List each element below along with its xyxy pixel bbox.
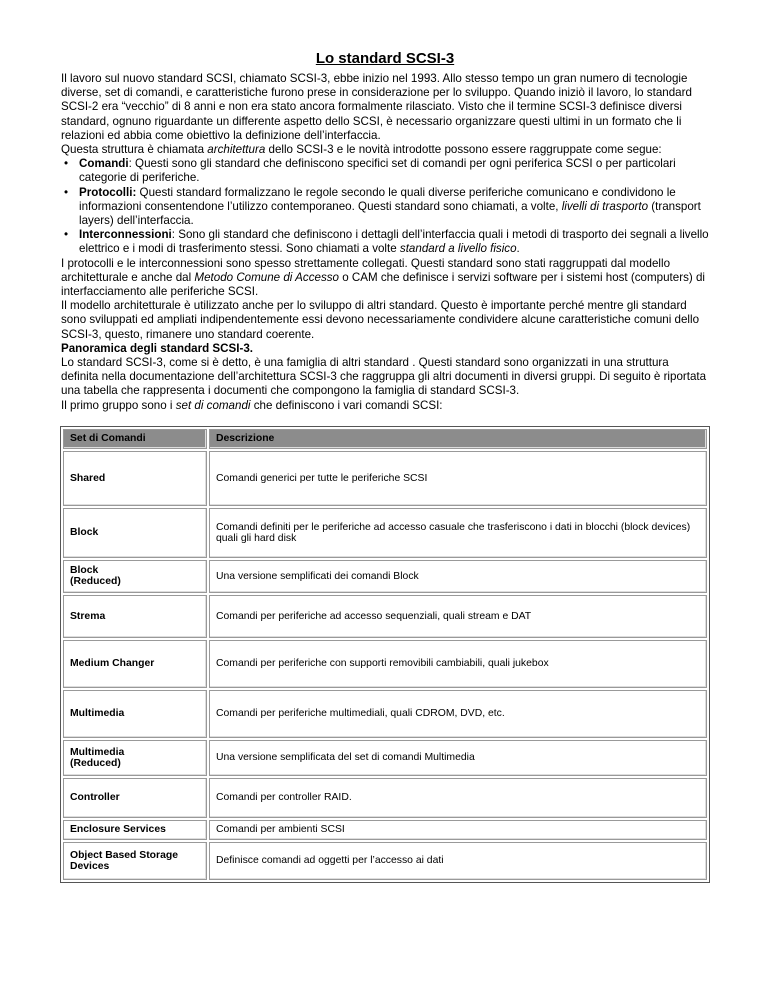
command-set-name: Multimedia bbox=[63, 690, 207, 738]
bullet-term: Interconnessioni bbox=[79, 228, 172, 242]
command-set-description: Una versione semplificati dei comandi Block bbox=[209, 560, 707, 593]
section-title: Panoramica degli standard SCSI-3. bbox=[61, 341, 253, 355]
command-set-description: Definisce comandi ad oggetti per l’accesso ai dati bbox=[209, 842, 707, 880]
header-command-set: Set di Comandi bbox=[63, 429, 207, 449]
header-description: Descrizione bbox=[209, 429, 707, 449]
text-span: dello SCSI-3 e le novità introdotte possono essere raggruppate come segue: bbox=[265, 143, 662, 157]
bullet-text: (transport layers) dell’interfaccia. bbox=[79, 199, 701, 228]
command-set-description: Comandi per controller RAID. bbox=[209, 778, 707, 818]
architecture-paragraph bbox=[61, 143, 709, 157]
command-set-description: Comandi per ambienti SCSI bbox=[209, 820, 707, 840]
table-row bbox=[63, 560, 707, 593]
bullet-item-comandi bbox=[61, 157, 709, 185]
emphasis-text: livelli di trasporto bbox=[561, 199, 649, 213]
bullet-text: : Sono gli standard che definiscono i dettagli dell’interfaccia quali i metodi di trasporto dei segnali a livello elettrico e i modi di trasferimento stessi. Sono chiamati a volte bbox=[79, 228, 709, 256]
document-page bbox=[61, 50, 709, 883]
text-span: Questa struttura è chiamata bbox=[61, 143, 208, 157]
table-row bbox=[63, 640, 707, 688]
command-set-name: Strema bbox=[63, 595, 207, 638]
command-set-description: Comandi per periferiche multimediali, quali CDROM, DVD, etc. bbox=[209, 690, 707, 738]
table-row bbox=[63, 740, 707, 776]
command-set-name: Controller bbox=[63, 778, 207, 818]
command-set-name: Medium Changer bbox=[63, 640, 207, 688]
group-paragraph bbox=[61, 399, 709, 413]
overview-paragraph: Lo standard SCSI-3, come si è detto, è una famiglia di altri standard . Questi standard sono organizzati in una struttura definita nella documentazione dell’architettura SCSI-3 che raggruppa gli altri documenti in diversi gruppi. Di seguito è riportata una tabella che rappresenta i documenti che compongono la famiglia di standard SCSI-3. bbox=[61, 356, 707, 398]
table-row bbox=[63, 690, 707, 738]
command-set-name: Enclosure Services bbox=[63, 820, 207, 840]
emphasis-text: set di comandi bbox=[175, 398, 251, 412]
table-row bbox=[63, 508, 707, 558]
intro-paragraph: Il lavoro sul nuovo standard SCSI, chiamato SCSI-3, ebbe inizio nel 1993. Allo stesso tempo un gran numero di tecnologie diverse, set di comandi, e caratteristiche furono prese in considerazione per lo sviluppo. Quando iniziò il lavoro, lo standard SCSI-2 era “vecchio” di 8 anni e non era stato ancora formalmente rilasciato. Visto che il termine SCSI-3 definisce diversi standard, ognuno riguardante un differente aspetto dello SCSI, è necessario organizzare questi ultimi in un formato che li relazioni ed abbia come obiettivo la definizione dell’interfaccia. bbox=[61, 72, 692, 142]
text-span: I protocolli e le interconnessioni sono spesso strettamente collegati. Questi standard sono stati raggruppati dal modello architetturale e anche dal bbox=[61, 256, 671, 284]
command-sets-table bbox=[60, 426, 710, 883]
command-set-name: Block bbox=[63, 508, 207, 558]
command-set-name: Block (Reduced) bbox=[63, 560, 207, 593]
command-set-name: Multimedia (Reduced) bbox=[63, 740, 207, 776]
protocols-paragraph bbox=[61, 257, 709, 300]
command-set-description: Comandi generici per tutte le periferiche SCSI bbox=[209, 451, 707, 506]
bullet-term: Comandi bbox=[79, 157, 129, 171]
command-set-description: Comandi per periferiche con supporti removibili cambiabili, quali jukebox bbox=[209, 640, 707, 688]
bullet-item-interconnessioni bbox=[61, 228, 709, 256]
body-text bbox=[61, 72, 709, 413]
text-span: che definiscono i vari comandi SCSI: bbox=[250, 398, 443, 412]
bullet-term: Protocolli: bbox=[79, 185, 137, 199]
emphasis-text: architettura bbox=[207, 143, 266, 157]
table-row bbox=[63, 820, 707, 840]
command-set-description: Una versione semplificata del set di comandi Multimedia bbox=[209, 740, 707, 776]
model-paragraph: Il modello architetturale è utilizzato anche per lo sviluppo di altri standard. Questo è importante perché mentre gli standard sono sviluppati ed ampliati indipendentemente essi devono necessariamente condividere alcune caratteristiche comuni dello SCSI-3, questo, rimanere uno standard coerente. bbox=[61, 299, 700, 341]
bullet-item-protocolli bbox=[61, 186, 709, 229]
bullet-text: : Questi sono gli standard che definiscono specifici set di comandi per ogni periferica SCSI o per particolari categorie di periferiche. bbox=[79, 157, 676, 185]
table-row bbox=[63, 778, 707, 818]
command-set-name: Shared bbox=[63, 451, 207, 506]
bullet-list bbox=[61, 157, 709, 256]
table-row bbox=[63, 842, 707, 880]
emphasis-text: Metodo Comune di Accesso bbox=[194, 270, 339, 284]
command-set-name: Object Based Storage Devices bbox=[63, 842, 207, 880]
bullet-text: . bbox=[516, 242, 520, 256]
text-span: Il primo gruppo sono i bbox=[61, 398, 176, 412]
command-set-description: Comandi definiti per le periferiche ad accesso casuale che trasferiscono i dati in blocchi (block devices) quali gli hard disk bbox=[209, 508, 707, 558]
table-row bbox=[63, 451, 707, 506]
emphasis-text: standard a livello fisico bbox=[399, 242, 517, 256]
command-set-description: Comandi per periferiche ad accesso sequenziali, quali stream e DAT bbox=[209, 595, 707, 638]
page-title: Lo standard SCSI-3 bbox=[315, 50, 455, 67]
text-span: o CAM che definisce i servizi software per i sistemi host (computers) di interfacciamento alle periferiche SCSI. bbox=[61, 270, 705, 299]
table-header-row bbox=[63, 429, 707, 449]
bullet-text: Questi standard formalizzano le regole secondo le quali diverse periferiche comunicano e condividono le informazioni consentendone l’utilizzo contemporaneo. Questi standard sono chiamati, a volte, bbox=[79, 185, 676, 213]
table-row bbox=[63, 595, 707, 638]
